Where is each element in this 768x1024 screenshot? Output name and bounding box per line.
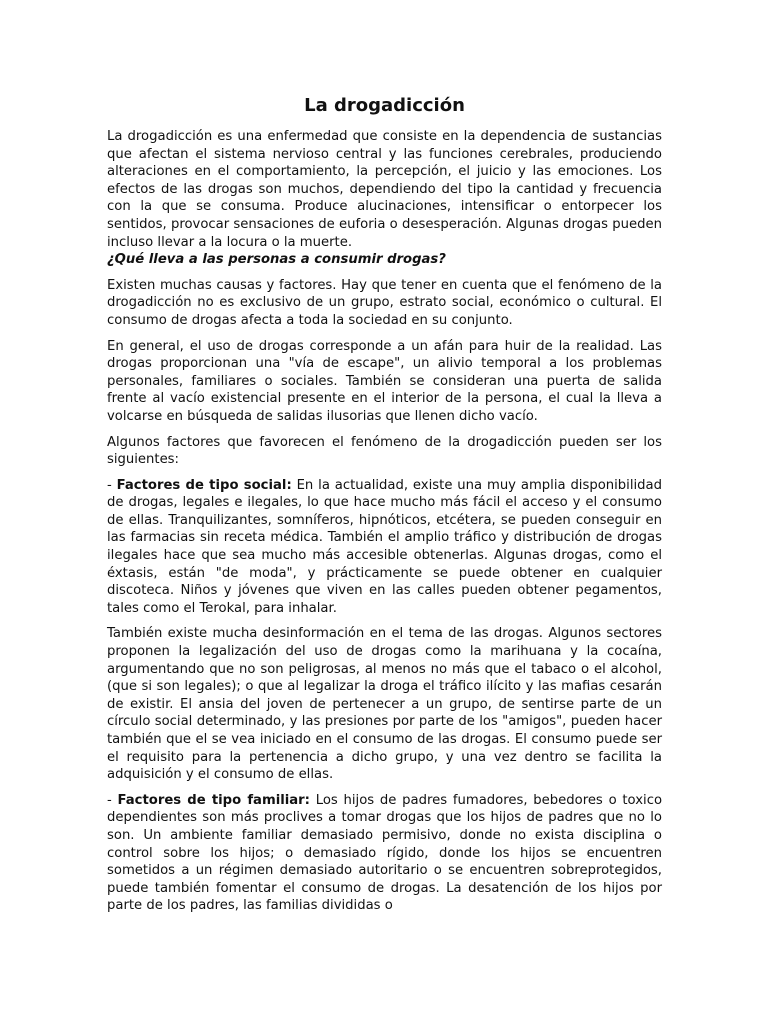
social-factors-heading: Factores de tipo social: [116,477,292,493]
causes-paragraph: Existen muchas causas y factores. Hay que tener en cuenta que el fenómeno de la drogadicción no es exclusivo de un grupo, estrato social, económico o cultural. El consumo de drogas afecta a toda la sociedad en su conjunto. [107,277,662,328]
social-factors-paragraph [107,477,662,618]
general-paragraph: En general, el uso de drogas corresponde a un afán para huir de la realidad. Las drogas proporcionan una "vía de escape", un alivio temporal a los problemas personales, familiares o sociales. También se consideran una puerta de salida frente al vacío existencial presente en el interior de la persona, el cual la lleva a volcarse en búsqueda de salidas ilusorias que llenen dicho vacío. [107,338,662,424]
section-question: ¿Qué lleva a las personas a consumir drogas? [107,252,446,268]
family-factors-text: Los hijos de padres fumadores, bebedores o toxico dependientes son más proclives a tomar drogas que los hijos de padres que no lo son. Un ambiente familiar demasiado permisivo, donde no exista disciplina o control sobre los hijos; o demasiado rígido, donde los hijos se encuentren sometidos a un régimen demasiado autoritario o se encuentren sobreprotegidos, puede también fomentar el consumo de drogas. La desatención de los hijos por parte de los padres, las familias divididas o [107,792,663,914]
list-dash: - [107,477,117,493]
intro-paragraph: La drogadicción es una enfermedad que consiste en la dependencia de sustancias que afectan el sistema nervioso central y las funciones cerebrales, produciendo alteraciones en el comportamiento, la percepción, el juicio y las emociones. Los efectos de las drogas son muchos, dependiendo del tipo la cantidad y frecuencia con la que se consuma. Produce alucinaciones, intensificar o entorpecer los sentidos, provocar sensaciones de euforia o desesperación. Algunas drogas pueden incluso llevar a la locura o la muerte. [107,129,662,250]
list-dash: - [107,792,118,808]
family-factors-paragraph [107,792,662,915]
social-factors-text: En la actualidad, existe una muy amplia disponibilidad de drogas, legales e ilegales, lo que hace mucho más fácil el acceso y el consumo de ellas. Tranquilizantes, somníferos, hipnóticos, etcétera, se pueden conseguir en las farmacias sin receta médica. También el amplio tráfico y distribución de drogas ilegales hace que sea mucho más accesible obtenerlas. Algunas drogas, como el éxtasis, están "de moda", y prácticamente se puede obtener en cualquier discoteca. Niños y jóvenes que viven en las calles pueden obtener pegamentos, tales como el Terokal, para inhalar. [107,477,662,616]
misinformation-paragraph: También existe mucha desinformación en el tema de las drogas. Algunos sectores proponen la legalización del uso de drogas como la marihuana y la cocaína, argumentando que no son peligrosas, al menos no más que el tabaco o el alcohol, (que si son legales); o que al legalizar la droga el tráfico ilícito y las mafias cesarán de existir. El ansia del joven de pertenecer a un grupo, de sentirse parte de un círculo social determinado, y las presiones por parte de los "amigos", pueden hacer también que el se vea iniciado en el consumo de las drogas. El consumo puede ser el requisito para la pertenencia a dicho grupo, y una vez dentro se facilita la adquisición y el consumo de ellas. [107,626,662,783]
family-factors-heading: Factores de tipo familiar: [117,792,310,808]
document-page [107,94,662,915]
factors-intro-paragraph: Algunos factores que favorecen el fenómeno de la drogadicción pueden ser los siguientes: [107,434,662,468]
document-title: La drogadicción [304,95,465,116]
